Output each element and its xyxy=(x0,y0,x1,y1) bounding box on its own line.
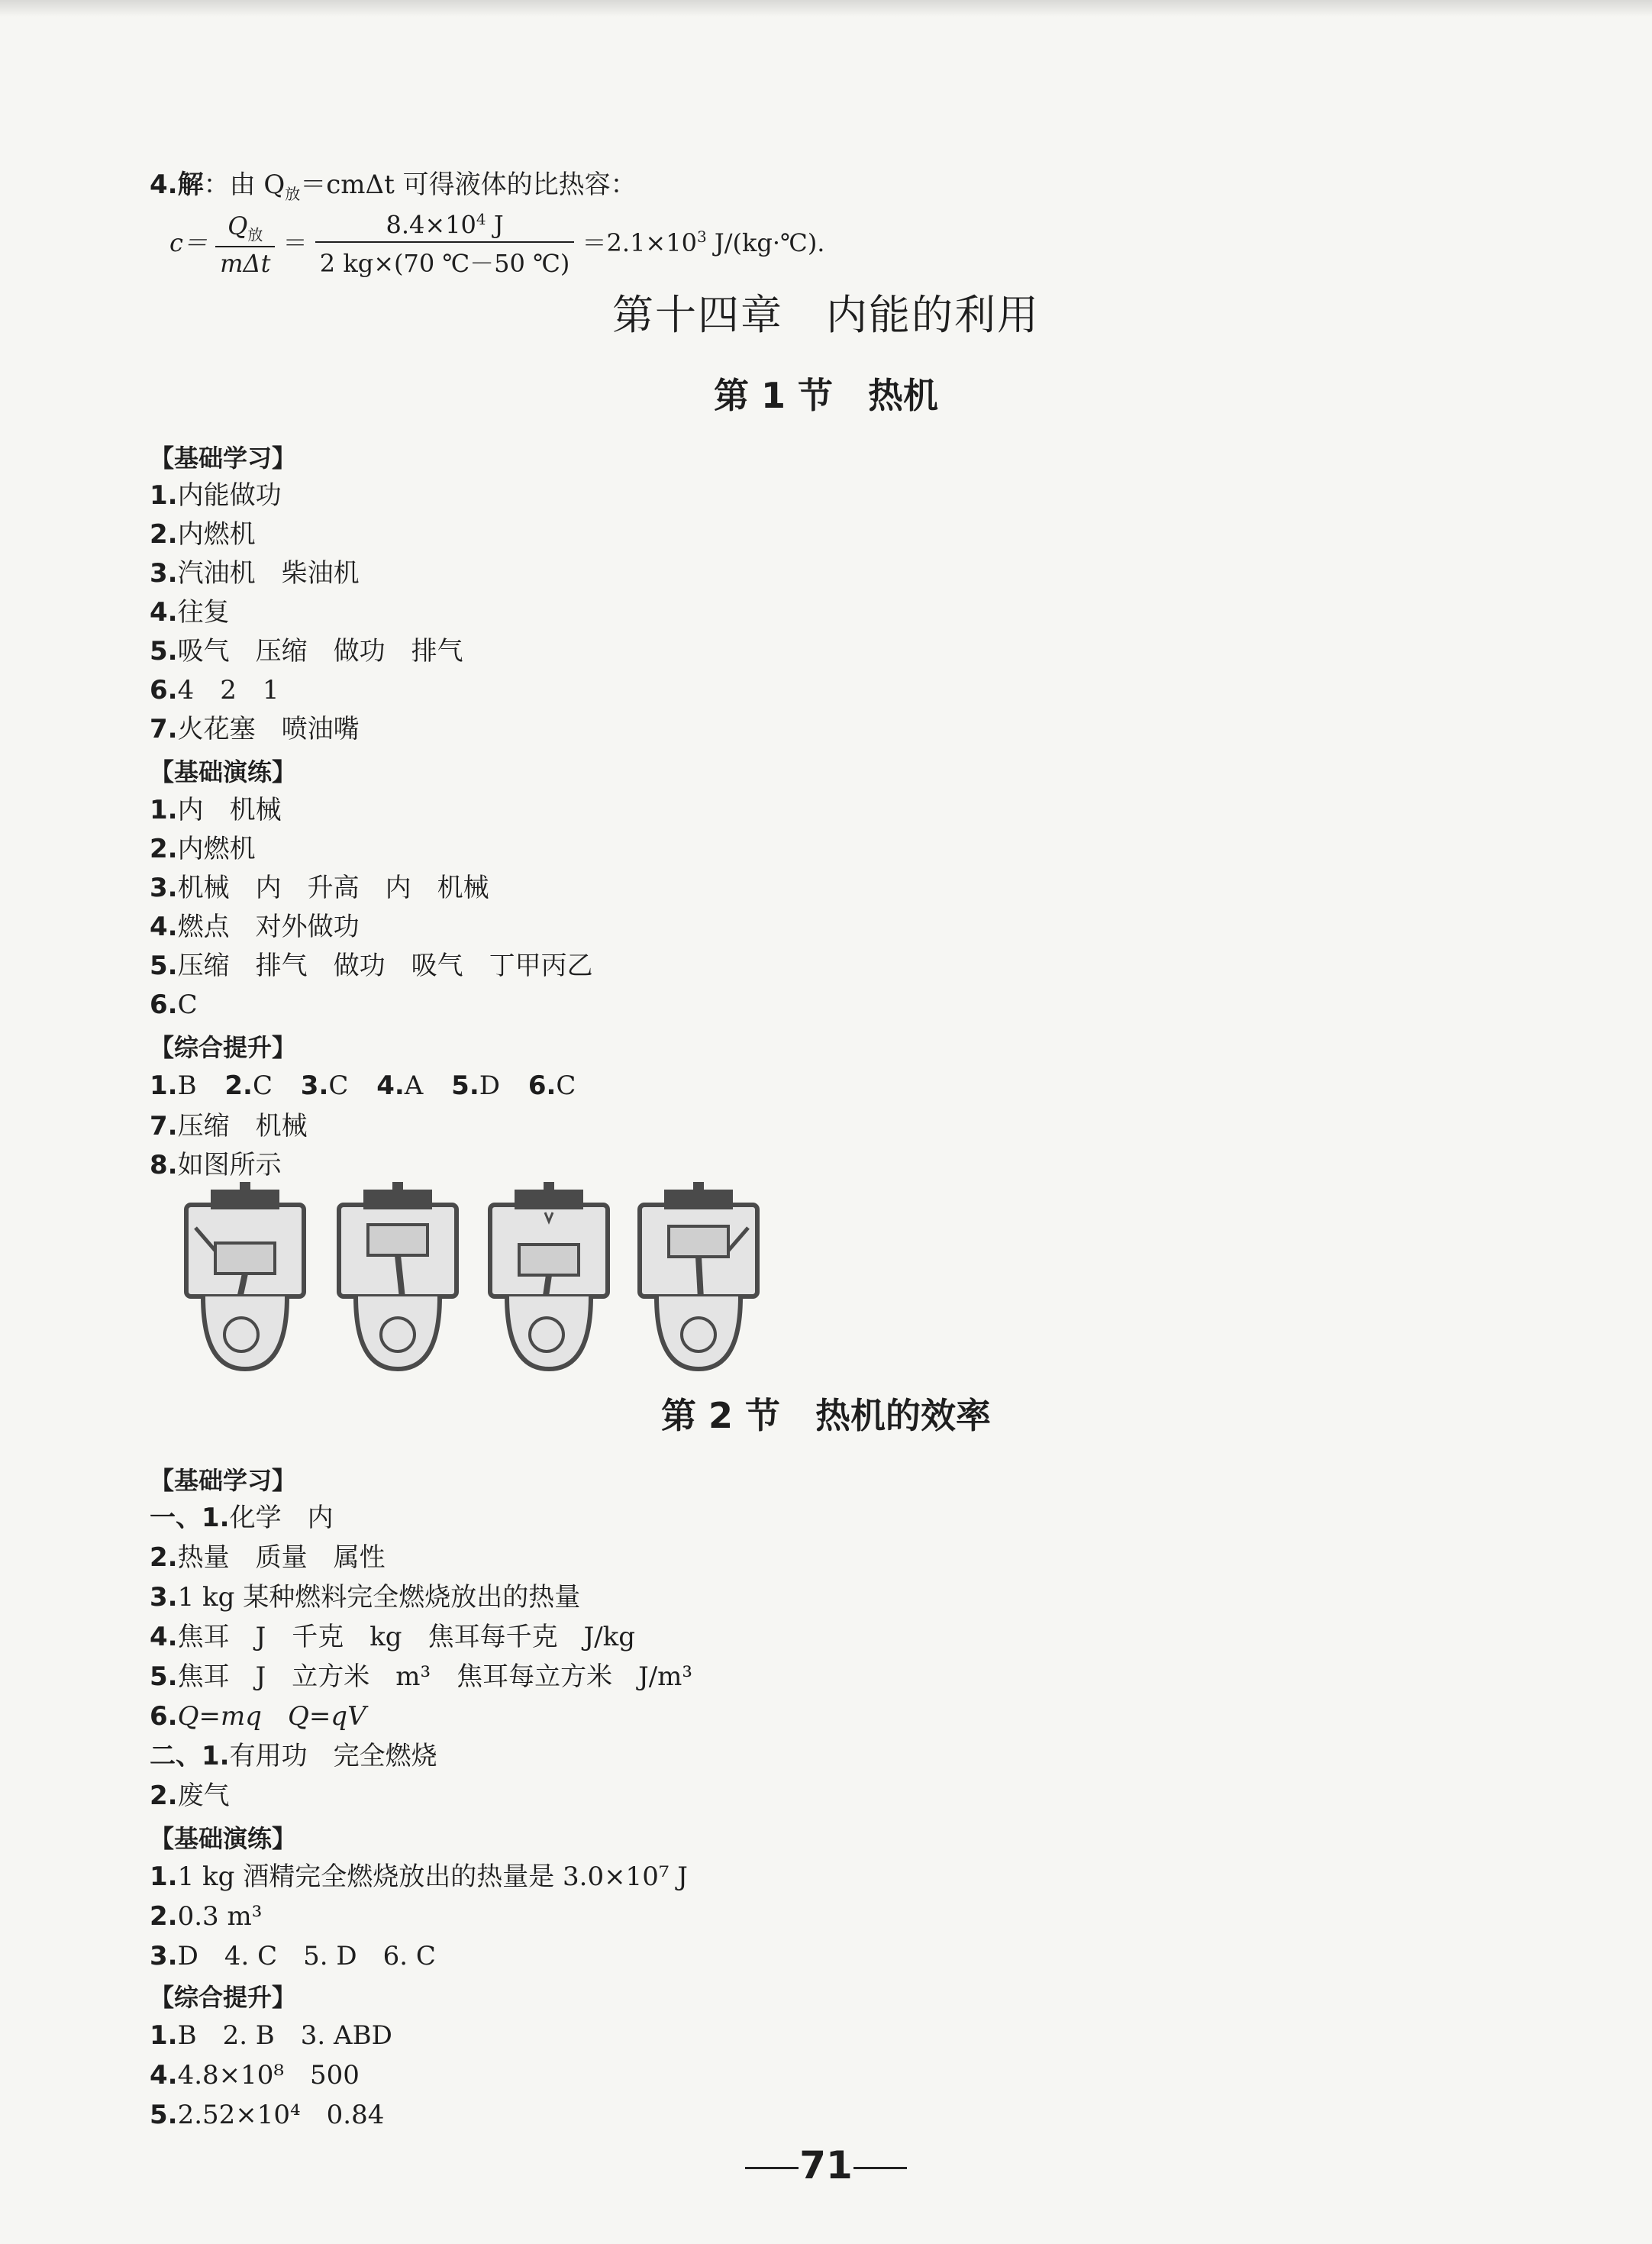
page-number: 71 xyxy=(799,2143,853,2187)
list-item: 1.1 kg 酒精完全燃烧放出的热量是 3.0×10⁷ J xyxy=(150,1861,688,1892)
list-item: 3.D 4. C 5. D 6. C xyxy=(150,1941,436,1971)
engine-diagram-exhaust xyxy=(634,1182,763,1373)
frac2-num: 8.4×10 xyxy=(386,210,476,240)
list-item: 3.机械 内 升高 内 机械 xyxy=(150,873,489,903)
section2-title: 第 2 节 热机的效率 xyxy=(660,1395,992,1436)
formula-fraction-2 xyxy=(315,210,575,279)
list-item: 5.吸气 压缩 做功 排气 xyxy=(150,636,463,667)
frac1-num-sub: 放 xyxy=(247,225,263,244)
list-item: 7.火花塞 喷油嘴 xyxy=(150,714,360,744)
list-item: 2.内燃机 xyxy=(150,834,256,864)
frac1-den: mΔt xyxy=(220,249,271,279)
list-item: 3.1 kg 某种燃料完全燃烧放出的热量 xyxy=(150,1582,581,1613)
engine-diagram-intake xyxy=(180,1182,310,1373)
list-item: 6.Q=mq Q=qV xyxy=(150,1701,366,1732)
engine-strokes-figure xyxy=(180,1182,745,1373)
list-item: 3.汽油机 柴油机 xyxy=(150,558,360,589)
intro-text2: ＝cmΔt 可得液体的比热容： xyxy=(300,170,637,200)
formula-result: ＝2.1×10 xyxy=(582,228,697,257)
s2-basic-learning-heading: 【基础学习】 xyxy=(150,1466,297,1495)
engine-diagram-compression xyxy=(333,1182,463,1373)
list-item: 1.内 机械 xyxy=(150,795,282,825)
list-item: 4.往复 xyxy=(150,597,230,628)
list-item: 4.4.8×10⁸ 500 xyxy=(150,2060,360,2091)
formula-eq: ＝ xyxy=(282,228,308,257)
intro-solution-label: 解 xyxy=(177,170,204,200)
list-item: 7.压缩 机械 xyxy=(150,1111,308,1141)
specific-heat-formula xyxy=(169,210,824,279)
list-item: 一、1.化学 内 xyxy=(150,1503,334,1533)
s1-basic-learning-heading: 【基础学习】 xyxy=(150,444,297,473)
list-item: 5.压缩 排气 做功 吸气 丁甲丙乙 xyxy=(150,951,593,981)
chapter-title: 第十四章 内能的利用 xyxy=(612,291,1040,339)
list-item: 5.2.52×10⁴ 0.84 xyxy=(150,2100,385,2130)
list-item: 2.0.3 m³ xyxy=(150,1901,263,1932)
page-number-dash-right xyxy=(853,2167,907,2169)
intro-sub: 放 xyxy=(285,184,301,203)
frac2-num-sup: 4 xyxy=(476,210,486,228)
formula-result-unit: J/(kg·℃). xyxy=(706,228,825,257)
s2-basic-practice-heading: 【基础演练】 xyxy=(150,1824,297,1853)
intro-number: 4. xyxy=(150,170,178,200)
list-item: 5.焦耳 J 立方米 m³ 焦耳每立方米 J/m³ xyxy=(150,1661,693,1692)
formula-c: c＝ xyxy=(169,228,208,257)
s1-basic-practice-heading: 【基础演练】 xyxy=(150,757,297,786)
intro-line xyxy=(150,166,637,212)
list-item: 4.燃点 对外做功 xyxy=(150,912,360,942)
engine-diagram-power xyxy=(484,1182,614,1373)
list-item: 2.废气 xyxy=(150,1781,230,1811)
list-item: 2.内燃机 xyxy=(150,519,256,550)
frac1-num: Q xyxy=(227,211,248,241)
formula-fraction-1 xyxy=(215,211,275,278)
list-item: 2.热量 质量 属性 xyxy=(150,1542,386,1573)
list-item: 二、1.有用功 完全燃烧 xyxy=(150,1741,437,1771)
intro-text: ：由 Q xyxy=(203,170,286,200)
s1-comprehensive-heading: 【综合提升】 xyxy=(150,1033,297,1062)
formula-result-sup: 3 xyxy=(696,228,707,247)
answer-row: 1.B 2.C 3.C 4.A 5.D 6.C xyxy=(150,1070,576,1101)
list-item: 6.C xyxy=(150,990,198,1020)
scan-top-edge xyxy=(0,0,1652,17)
list-item: 6.4 2 1 xyxy=(150,675,279,705)
s2-comprehensive-heading: 【综合提升】 xyxy=(150,1983,297,2012)
list-item: 4.焦耳 J 千克 kg 焦耳每千克 J/kg xyxy=(150,1622,636,1652)
frac2-den: 2 kg×(70 ℃－50 ℃) xyxy=(319,248,570,278)
list-item: 1.B 2. B 3. ABD xyxy=(150,2020,392,2051)
list-item: 1.内能做功 xyxy=(150,480,282,511)
list-item: 8.如图所示 xyxy=(150,1150,282,1180)
frac2-num-unit: J xyxy=(486,210,504,240)
section1-title: 第 1 节 热机 xyxy=(713,375,939,416)
